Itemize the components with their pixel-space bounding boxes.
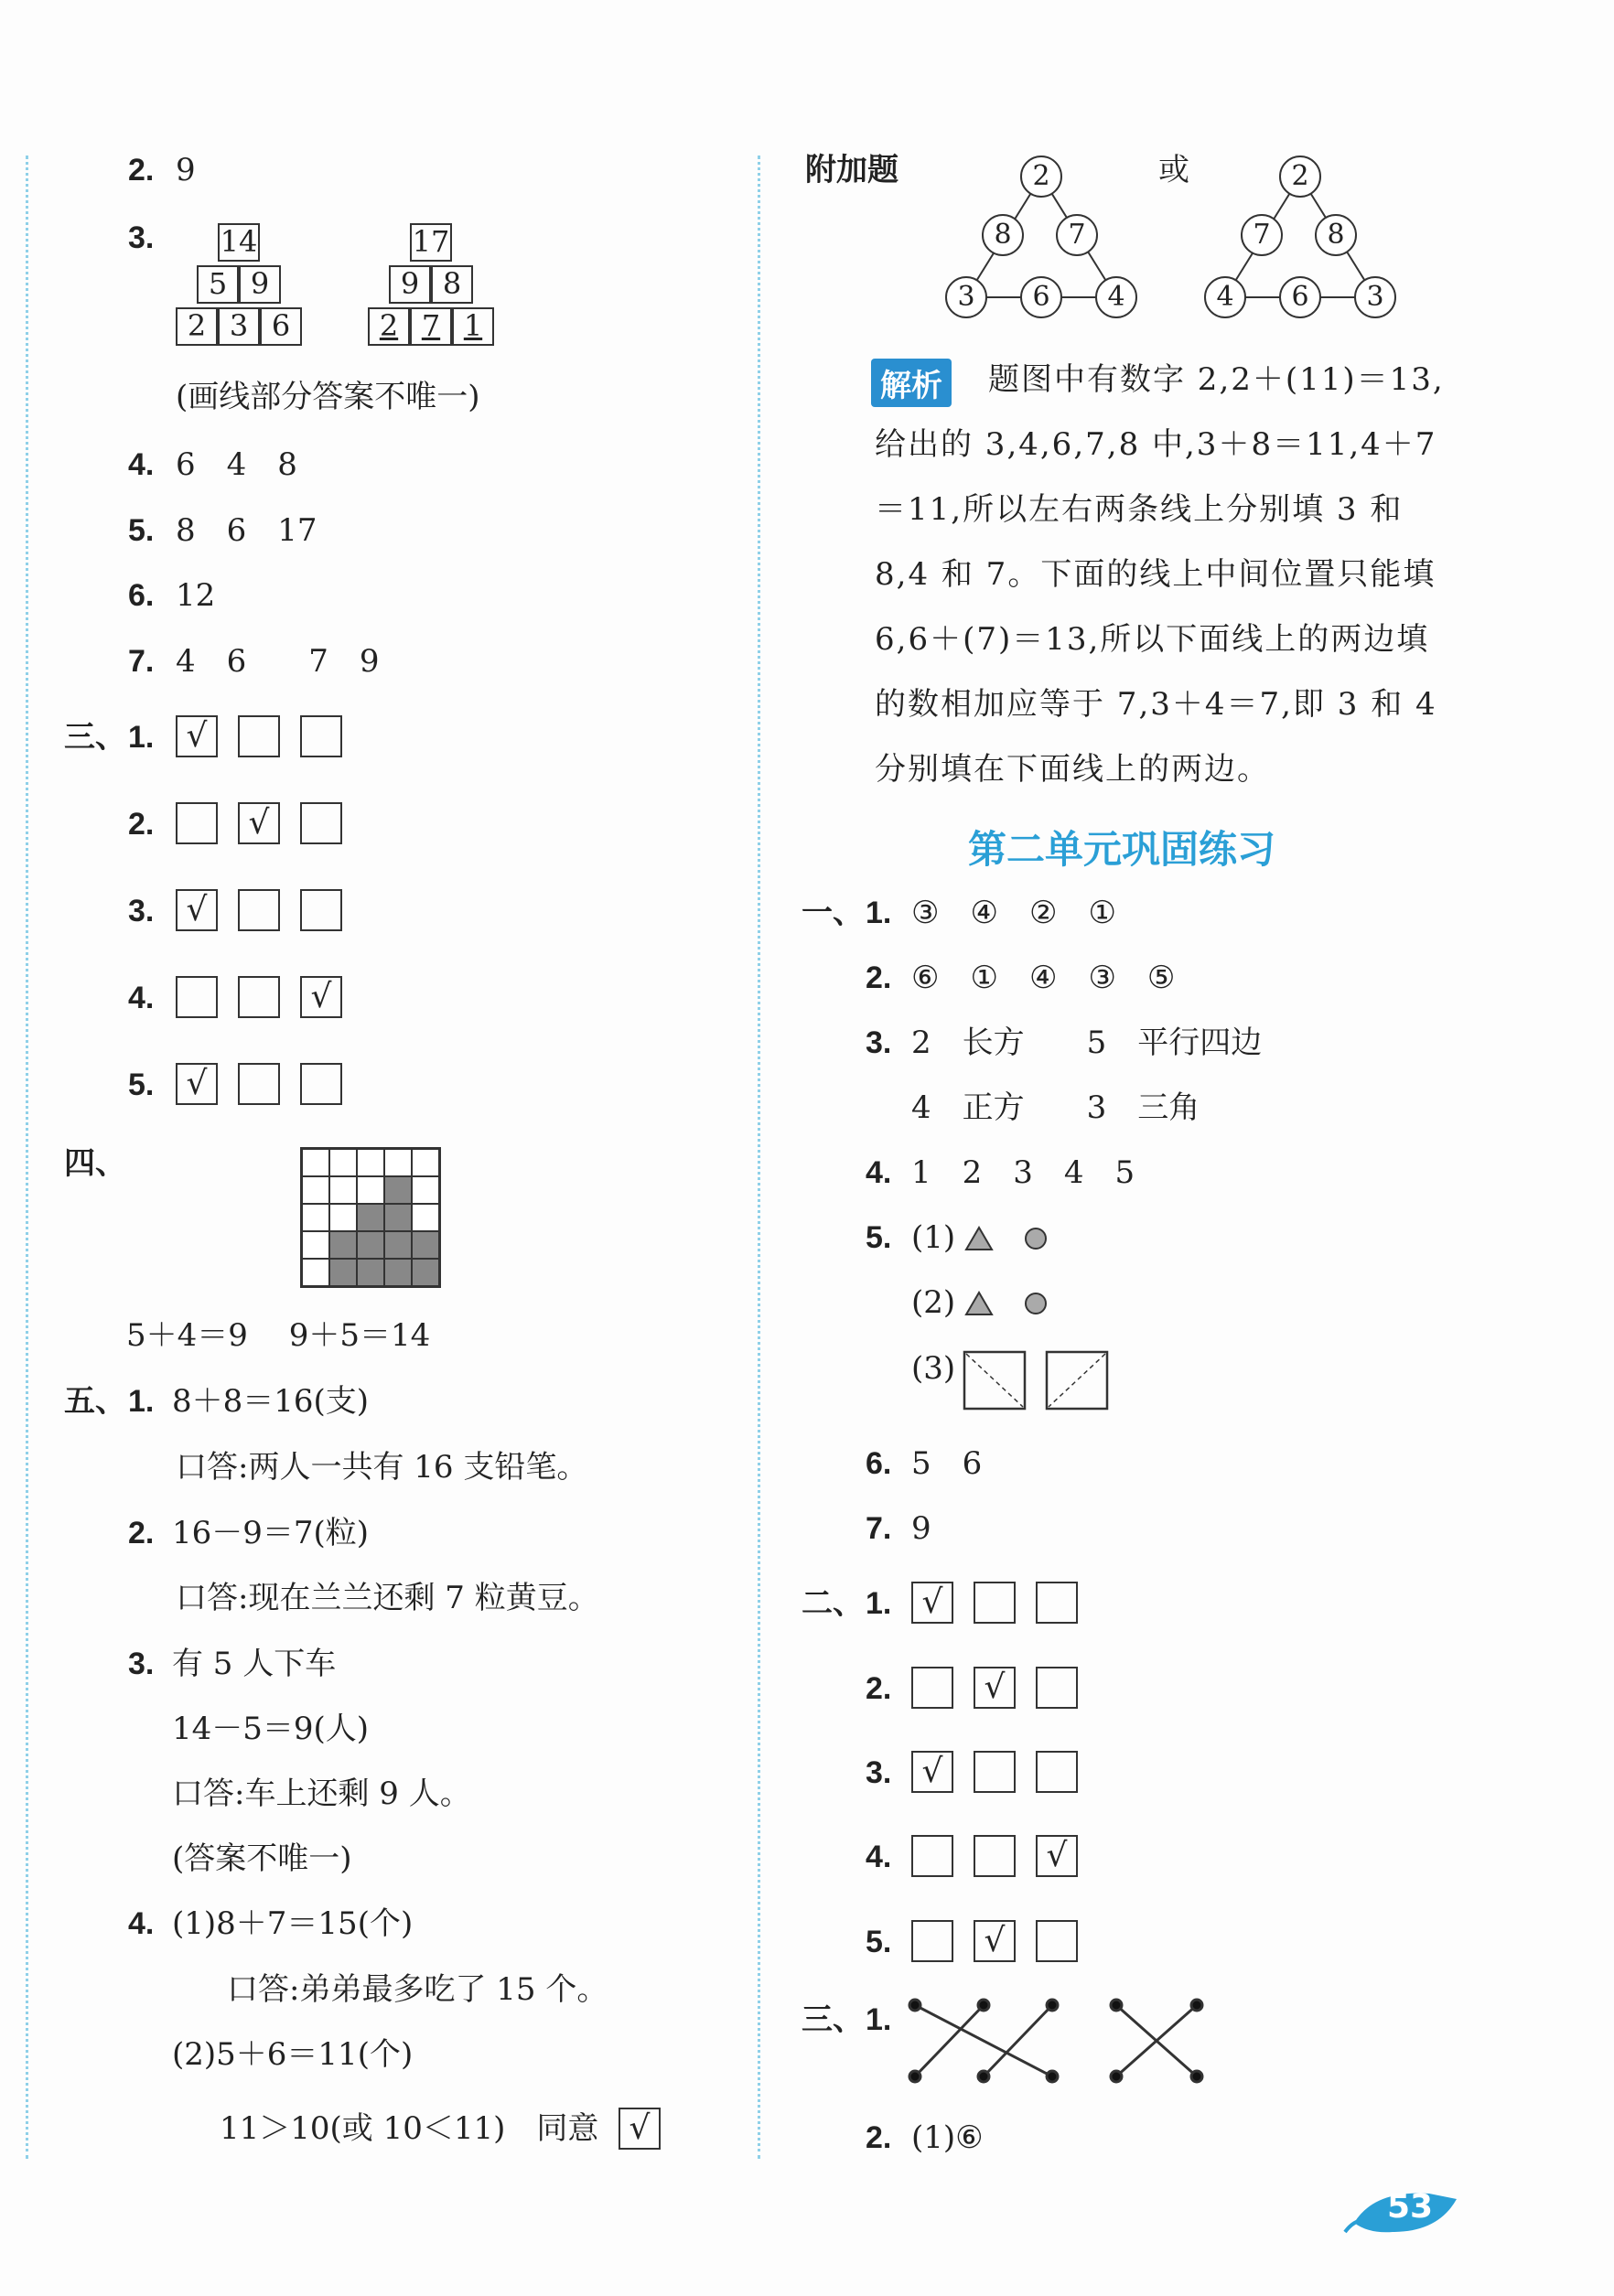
r-q4-number: 4.: [866, 1155, 892, 1190]
checkbox: [238, 715, 280, 757]
checkbox: [1036, 1751, 1078, 1793]
right-sec1-label: 一、: [802, 895, 864, 931]
triangle1-left: 8: [982, 214, 1024, 256]
matching-lines: [906, 1994, 1208, 2086]
page-number: 53: [1387, 2188, 1434, 2226]
checkbox: √: [974, 1920, 1016, 1962]
pyramid-cell: 17: [410, 223, 452, 262]
sec5-q4-number: 4.: [128, 1906, 155, 1941]
checkbox: [974, 1751, 1016, 1793]
triangle2-bottom-middle: 6: [1279, 276, 1321, 318]
pyramid-cell: 2: [176, 307, 218, 346]
triangle1-bottom-right: 4: [1095, 276, 1137, 318]
checkbox: [176, 976, 218, 1018]
or-label: 或: [1158, 152, 1189, 188]
unit-title: 第二单元巩固练习: [968, 827, 1276, 872]
pyramid-cell: 5: [197, 265, 239, 304]
checkbox: √: [974, 1667, 1016, 1709]
checkbox: [238, 1063, 280, 1105]
r-q3-l1: 2 长方 5 平行四边: [911, 1025, 1263, 1061]
left-sec5-label: 五、: [64, 1383, 126, 1420]
check-row-number: 2.: [128, 807, 155, 842]
sec5-q2-answer: 口答:现在兰兰还剩 7 粒黄豆。: [176, 1580, 599, 1616]
r-q5-number: 5.: [866, 1220, 892, 1255]
check-row-number: 1.: [128, 720, 155, 755]
r-sec3-q2-number: 2.: [866, 2120, 892, 2155]
check-row-number: 5.: [866, 1925, 892, 1959]
triangle1-top: 2: [1020, 156, 1062, 198]
shaded-grid: [300, 1147, 441, 1288]
sec5-q3-l3: 口答:车上还剩 9 人。: [172, 1776, 471, 1812]
q2-number: 2.: [128, 153, 155, 188]
checkbox: [1036, 1667, 1078, 1709]
sec5-q1-eq: 8＋8＝16(支): [172, 1383, 370, 1420]
checkbox: [300, 802, 342, 844]
r-q4-answer: 1 2 3 4 5: [911, 1154, 1135, 1191]
pyramid-cell: 7: [410, 307, 452, 346]
checkbox: √: [911, 1582, 953, 1624]
diagonal-squares: [961, 1348, 1113, 1414]
r-q2-answer: ⑥ ① ④ ③ ⑤: [911, 960, 1176, 996]
check-row-number: 4.: [128, 981, 155, 1015]
checkbox: [300, 1063, 342, 1105]
q5-answer: 8 6 17: [176, 512, 317, 549]
checkbox: [911, 1920, 953, 1962]
q6-answer: 12: [176, 577, 216, 614]
check-row-number: 3.: [866, 1755, 892, 1790]
checkbox: [911, 1667, 953, 1709]
sec4-equations: 5＋4＝9 9＋5＝14: [126, 1317, 431, 1354]
q7-number: 7.: [128, 644, 155, 679]
r-q7-number: 7.: [866, 1511, 892, 1546]
pyramid-cell: 3: [218, 307, 260, 346]
checkbox: √: [176, 1063, 218, 1105]
sec5-q3-l2: 14－5＝9(人): [172, 1711, 370, 1747]
r-q2-number: 2.: [866, 960, 892, 995]
checkbox: [300, 715, 342, 757]
triangle-circle-shapes-1: [963, 1222, 1063, 1253]
q4-number: 4.: [128, 447, 155, 482]
triangle2-left: 7: [1241, 214, 1283, 256]
pyramid-cell: 8: [431, 265, 473, 304]
checkbox: [238, 889, 280, 931]
checkbox: [176, 802, 218, 844]
r-q3-l2: 4 正方 3 三角: [911, 1089, 1200, 1126]
checkbox: √: [1036, 1835, 1078, 1877]
triangle2-top: 2: [1279, 156, 1321, 198]
q3-number: 3.: [128, 220, 155, 255]
checkbox: √: [300, 976, 342, 1018]
left-margin-line: [26, 156, 28, 2159]
right-sec2-label: 二、: [802, 1585, 864, 1622]
pyramid-cell: 6: [260, 307, 302, 346]
check-row-number: 2.: [866, 1671, 892, 1706]
r-q1-answer: ③ ④ ② ①: [911, 895, 1116, 931]
q3-note: (画线部分答案不唯一): [176, 379, 480, 415]
analysis-tag: 解析: [871, 359, 952, 407]
sec5-q3-l4: (答案不唯一): [172, 1840, 352, 1877]
triangle-circle-shapes-2: [963, 1287, 1063, 1318]
r-q5-p3: (3): [911, 1350, 956, 1387]
r-q5-p1: (1): [911, 1219, 956, 1256]
checkbox: [1036, 1920, 1078, 1962]
pyramid-cell: 14: [218, 223, 260, 262]
q2-answer: 9: [176, 152, 196, 188]
triangle1-bottom-middle: 6: [1020, 276, 1062, 318]
checkbox: √: [176, 715, 218, 757]
checkbox: [911, 1835, 953, 1877]
q4-answer: 6 4 8: [176, 446, 297, 483]
checkbox: [974, 1835, 1016, 1877]
r-q1-number: 1.: [866, 896, 892, 930]
sec5-q2-eq: 16－9＝7(粒): [172, 1515, 370, 1551]
left-sec3-label: 三、: [64, 719, 126, 756]
check-row-number: 4.: [866, 1840, 892, 1874]
agree-checkbox: √: [619, 2108, 661, 2150]
checkbox: [300, 889, 342, 931]
triangle2-right: 8: [1315, 214, 1357, 256]
sec5-q3-l1: 有 5 人下车: [172, 1646, 337, 1682]
extra-question-label: 附加题: [805, 152, 898, 188]
analysis-text: 题图中有数字 2,2＋(11)＝13,给出的 3,4,6,7,8 中,3＋8＝11,4＋7＝11,所以左右两条线上分别填 3 和 8,4 和 7。下面的线上中间位置只能填 6,6＋(7)＝13,所以下面线上的两边填的数相加应等于 7,3＋4＝7,即 3 和 4 分别填在下面线上的两边。: [875, 361, 1445, 788]
check-row-number: 5.: [128, 1068, 155, 1102]
pyramid-cell: 1: [452, 307, 494, 346]
checkbox: √: [176, 889, 218, 931]
center-divider-line: [758, 156, 760, 2159]
triangle1-bottom-left: 3: [945, 276, 987, 318]
r-q7-answer: 9: [911, 1510, 931, 1547]
pyramid-cell: 9: [389, 265, 431, 304]
q5-number: 5.: [128, 513, 155, 548]
sec5-q4-l3: (2)5＋6＝11(个): [172, 2036, 414, 2073]
sec5-q4-l4: 11＞10(或 10＜11) 同意: [220, 2110, 599, 2147]
r-sec3-q2-answer: (1)⑥: [911, 2119, 984, 2156]
q7-answer: 4 6 7 9: [176, 643, 380, 680]
r-sec3-q1-number: 1.: [866, 2002, 892, 2037]
checkbox: [1036, 1582, 1078, 1624]
triangle1-right: 7: [1056, 214, 1098, 256]
sec5-q4-l2: 口答:弟弟最多吃了 15 个。: [227, 1971, 608, 2008]
right-sec3-label: 三、: [802, 2001, 864, 2038]
sec5-q2-number: 2.: [128, 1516, 155, 1550]
triangle2-bottom-right: 3: [1354, 276, 1396, 318]
sec5-q4-l1: (1)8＋7＝15(个): [172, 1905, 414, 1942]
checkbox: [238, 976, 280, 1018]
triangle2-bottom-left: 4: [1204, 276, 1246, 318]
pyramid-cell: 9: [239, 265, 281, 304]
sec5-q1-answer: 口答:两人一共有 16 支铅笔。: [176, 1449, 588, 1486]
sec5-q3-number: 3.: [128, 1647, 155, 1681]
check-row-number: 1.: [866, 1586, 892, 1621]
r-q3-number: 3.: [866, 1025, 892, 1060]
check-row-number: 3.: [128, 894, 155, 928]
pyramid-cell: 2: [368, 307, 410, 346]
r-q5-p2: (2): [911, 1284, 956, 1321]
r-q6-number: 6.: [866, 1446, 892, 1481]
q6-number: 6.: [128, 578, 155, 613]
checkbox: [974, 1582, 1016, 1624]
sec5-q1-number: 1.: [128, 1384, 155, 1419]
checkbox: √: [238, 802, 280, 844]
checkbox: √: [911, 1751, 953, 1793]
left-sec4-label: 四、: [64, 1145, 126, 1182]
r-q6-answer: 5 6: [911, 1445, 983, 1482]
